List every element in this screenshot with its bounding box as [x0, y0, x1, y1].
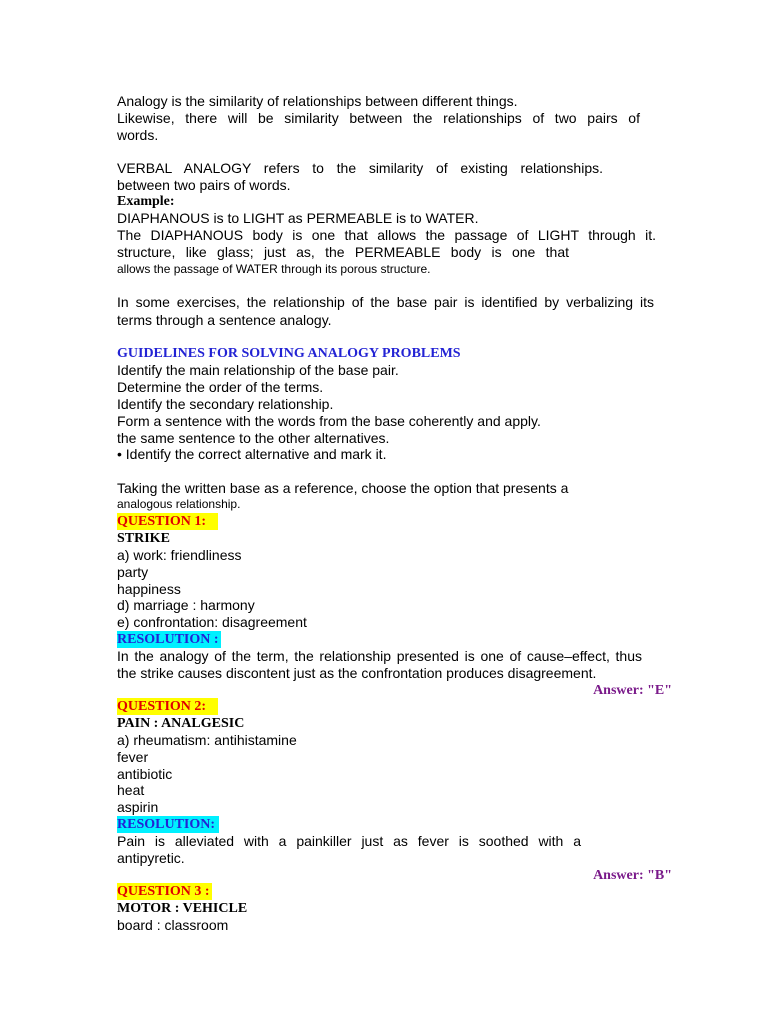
guideline-item: Identify the secondary relationship.: [117, 396, 334, 412]
question-3-base: MOTOR : VEHICLE: [117, 901, 248, 916]
question-1-option: happiness: [117, 581, 181, 597]
question-2-resolution-line-1: Pain is alleviated with a painkiller just as fever is soothed with a: [117, 833, 581, 849]
instructions-line-2: analogous relationship.: [117, 497, 241, 511]
question-3-label: QUESTION 3 :: [117, 884, 210, 899]
question-2-option: antibiotic: [117, 766, 173, 782]
exercises-line-2: terms through a sentence analogy.: [117, 312, 332, 328]
question-1-option: party: [117, 564, 149, 580]
question-1-resolution-line-2: the strike causes discontent just as the confrontation produces disagreement.: [117, 665, 597, 681]
question-2-resolution-label: RESOLUTION:: [117, 816, 219, 833]
verbal-line-1: VERBAL ANALOGY refers to the similarity of existing relationships.: [117, 160, 603, 176]
question-2-option: aspirin: [117, 799, 159, 815]
example-line-3: structure, like glass; just as, the PERMEABLE body is one that: [117, 244, 569, 260]
example-label: Example:: [117, 194, 175, 209]
question-1-option: d) marriage : harmony: [117, 597, 255, 613]
question-1-base: STRIKE: [117, 531, 170, 546]
question-1-resolution-line-1: In the analogy of the term, the relationship presented is one of cause–effect, thus: [117, 648, 642, 664]
guideline-item: Identify the main relationship of the base pair.: [117, 362, 399, 378]
intro-line-3: words.: [117, 127, 159, 143]
question-2-answer: Answer: "B": [593, 868, 672, 883]
guideline-item: Determine the order of the terms.: [117, 379, 324, 395]
question-2-option: a) rheumatism: antihistamine: [117, 732, 297, 748]
question-1-option: e) confrontation: disagreement: [117, 614, 307, 630]
question-3-option: board : classroom: [117, 917, 229, 933]
guidelines-title: GUIDELINES FOR SOLVING ANALOGY PROBLEMS: [117, 346, 461, 361]
guideline-item: • Identify the correct alternative and mark it.: [117, 446, 387, 462]
instructions-line-1: Taking the written base as a reference, choose the option that presents a: [117, 480, 569, 496]
question-1-answer: Answer: "E": [593, 683, 672, 698]
question-2-option: heat: [117, 782, 145, 798]
question-1-label: QUESTION 1:: [117, 513, 218, 530]
guideline-item: Form a sentence with the words from the base coherently and apply.: [117, 413, 541, 429]
example-line-2: The DIAPHANOUS body is one that allows the passage of LIGHT through it.: [117, 227, 656, 243]
question-2-base: PAIN : ANALGESIC: [117, 716, 245, 731]
intro-line-1: Analogy is the similarity of relationships between different things.: [117, 93, 518, 109]
verbal-line-2: between two pairs of words.: [117, 177, 291, 193]
question-1-option: a) work: friendliness: [117, 547, 242, 563]
guideline-item: the same sentence to the other alternatives.: [117, 430, 390, 446]
example-line-4: allows the passage of WATER through its porous structure.: [117, 262, 431, 276]
intro-line-2: Likewise, there will be similarity between the relationships of two pairs of: [117, 110, 640, 126]
question-2-resolution-line-2: antipyretic.: [117, 850, 185, 866]
question-2-option: fever: [117, 749, 149, 765]
question-2-label: QUESTION 2:: [117, 698, 218, 715]
question-1-resolution-label: RESOLUTION :: [117, 632, 219, 647]
exercises-line-1: In some exercises, the relationship of the base pair is identified by verbalizing its: [117, 294, 654, 310]
example-line-1: DIAPHANOUS is to LIGHT as PERMEABLE is to WATER.: [117, 210, 479, 226]
